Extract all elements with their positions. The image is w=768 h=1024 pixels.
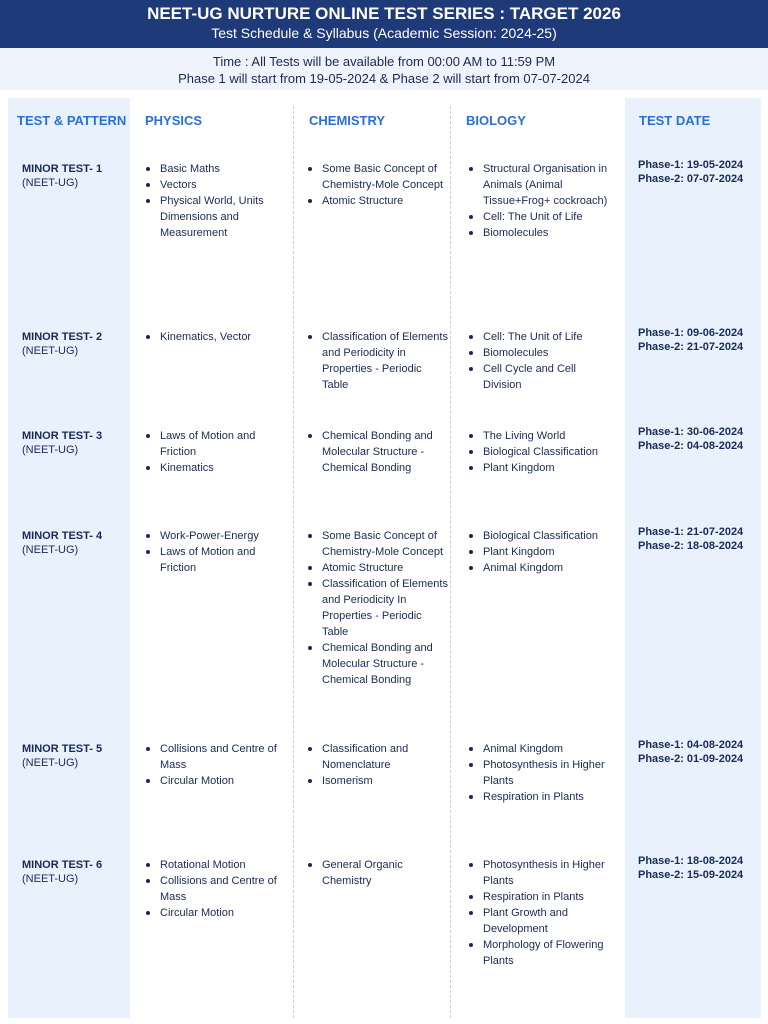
list-item: Isomerism <box>306 773 448 789</box>
test-date <box>638 326 743 354</box>
phase2-date: Phase-2: 01-09-2024 <box>638 753 744 765</box>
column-header-date: TEST DATE <box>639 113 711 128</box>
list-item: Photosynthesis in Higher Plants <box>467 857 613 889</box>
list-item: Cell Cycle and Cell Division <box>467 361 613 393</box>
list-item: Circular Motion <box>144 905 289 921</box>
phase1-date: Phase-1: 19-05-2024 <box>638 159 744 171</box>
test-pattern: (NEET-UG) <box>22 544 79 556</box>
list-item: Vectors <box>144 177 289 193</box>
list-item: Structural Organisation in Animals (Animal Tissue+Frog+ cockroach) <box>467 161 613 209</box>
test-label <box>22 742 102 770</box>
list-item: Morphology of Flowering Plants <box>467 937 613 969</box>
test-label <box>22 529 102 557</box>
list-item: Some Basic Concept of Chemistry-Mole Concept <box>306 528 448 560</box>
chemistry-topics <box>306 528 448 688</box>
list-item: Animal Kingdom <box>467 741 613 757</box>
test-pattern: (NEET-UG) <box>22 345 79 357</box>
chemistry-topics <box>306 161 448 209</box>
test-label <box>22 330 102 358</box>
list-item: Circular Motion <box>144 773 289 789</box>
list-item: Collisions and Centre of Mass <box>144 873 289 905</box>
list-item: General Organic Chemistry <box>306 857 448 889</box>
list-item: Photosynthesis in Higher Plants <box>467 757 613 789</box>
test-label <box>22 429 102 457</box>
list-item: Plant Kingdom <box>467 544 613 560</box>
list-item: Classification of Elements and Periodicity in Properties - Periodic Table <box>306 329 448 393</box>
test-name: MINOR TEST- 4 <box>22 530 103 542</box>
test-name: MINOR TEST- 6 <box>22 859 103 871</box>
test-pattern: (NEET-UG) <box>22 873 79 885</box>
list-item: Classification of Elements and Periodicity In Properties - Periodic Table <box>306 576 448 640</box>
list-item: Laws of Motion and Friction <box>144 544 289 576</box>
list-item: Some Basic Concept of Chemistry-Mole Concept <box>306 161 448 193</box>
phase1-date: Phase-1: 09-06-2024 <box>638 327 744 339</box>
test-pattern: (NEET-UG) <box>22 444 79 456</box>
phase2-date: Phase-2: 04-08-2024 <box>638 440 744 452</box>
biology-topics <box>467 161 613 241</box>
info-banner <box>0 48 768 90</box>
test-date <box>638 158 743 186</box>
test-date <box>638 738 743 766</box>
biology-topics <box>467 741 613 805</box>
test-pattern: (NEET-UG) <box>22 757 79 769</box>
test-label <box>22 858 102 886</box>
phase1-date: Phase-1: 18-08-2024 <box>638 855 744 867</box>
chemistry-topics <box>306 857 448 889</box>
physics-topics <box>144 428 289 476</box>
physics-topics <box>144 161 289 241</box>
list-item: Rotational Motion <box>144 857 289 873</box>
test-pattern: (NEET-UG) <box>22 177 79 189</box>
biology-topics <box>467 428 613 476</box>
column-header-biology: BIOLOGY <box>466 113 526 128</box>
physics-topics <box>144 741 289 789</box>
biology-topics <box>467 329 613 393</box>
phase2-date: Phase-2: 07-07-2024 <box>638 173 744 185</box>
list-item: Laws of Motion and Friction <box>144 428 289 460</box>
list-item: The Living World <box>467 428 613 444</box>
list-item: Atomic Structure <box>306 560 448 576</box>
list-item: Biomolecules <box>467 225 613 241</box>
list-item: Animal Kingdom <box>467 560 613 576</box>
page-title: NEET-UG NURTURE ONLINE TEST SERIES : TARGET 2026 <box>147 4 621 23</box>
chemistry-topics <box>306 741 448 789</box>
chemistry-topics <box>306 329 448 393</box>
list-item: Chemical Bonding and Molecular Structure - Chemical Bonding <box>306 428 448 476</box>
test-name: MINOR TEST- 1 <box>22 163 103 175</box>
page-subtitle: Test Schedule & Syllabus (Academic Session: 2024-25) <box>211 25 557 41</box>
phase2-date: Phase-2: 18-08-2024 <box>638 540 744 552</box>
test-name: MINOR TEST- 3 <box>22 430 103 442</box>
column-header-physics: PHYSICS <box>145 113 203 128</box>
test-date <box>638 425 743 453</box>
list-item: Plant Growth and Development <box>467 905 613 937</box>
phase2-date: Phase-2: 15-09-2024 <box>638 869 744 881</box>
list-item: Plant Kingdom <box>467 460 613 476</box>
list-item: Collisions and Centre of Mass <box>144 741 289 773</box>
list-item: Biological Classification <box>467 528 613 544</box>
test-date <box>638 525 743 553</box>
test-name: MINOR TEST- 2 <box>22 331 103 343</box>
test-name: MINOR TEST- 5 <box>22 743 103 755</box>
chemistry-topics <box>306 428 448 476</box>
column-divider <box>450 106 451 1018</box>
biology-topics <box>467 528 613 576</box>
biology-topics <box>467 857 613 969</box>
phase1-date: Phase-1: 04-08-2024 <box>638 739 744 751</box>
list-item: Kinematics, Vector <box>144 329 289 345</box>
physics-topics <box>144 857 289 921</box>
phase1-date: Phase-1: 30-06-2024 <box>638 426 744 438</box>
list-item: Biological Classification <box>467 444 613 460</box>
list-item: Respiration in Plants <box>467 889 613 905</box>
list-item: Biomolecules <box>467 345 613 361</box>
column-header-test: TEST & PATTERN <box>17 113 127 128</box>
list-item: Atomic Structure <box>306 193 448 209</box>
physics-topics <box>144 528 289 576</box>
phase2-date: Phase-2: 21-07-2024 <box>638 341 744 353</box>
list-item: Chemical Bonding and Molecular Structure - Chemical Bonding <box>306 640 448 688</box>
list-item: Cell: The Unit of Life <box>467 209 613 225</box>
list-item: Respiration in Plants <box>467 789 613 805</box>
physics-topics <box>144 329 289 345</box>
info-phase: Phase 1 will start from 19-05-2024 & Phase 2 will start from 07-07-2024 <box>178 71 590 86</box>
info-time: Time : All Tests will be available from 00:00 AM to 11:59 PM <box>212 54 556 69</box>
list-item: Cell: The Unit of Life <box>467 329 613 345</box>
list-item: Basic Maths <box>144 161 289 177</box>
phase1-date: Phase-1: 21-07-2024 <box>638 526 744 538</box>
list-item: Physical World, Units Dimensions and Measurement <box>144 193 289 241</box>
list-item: Kinematics <box>144 460 289 476</box>
test-date <box>638 854 743 882</box>
test-label <box>22 162 102 190</box>
list-item: Work-Power-Energy <box>144 528 289 544</box>
column-divider <box>293 106 294 1018</box>
page-header <box>0 0 768 48</box>
column-header-chemistry: CHEMISTRY <box>309 113 386 128</box>
list-item: Classification and Nomenclature <box>306 741 448 773</box>
